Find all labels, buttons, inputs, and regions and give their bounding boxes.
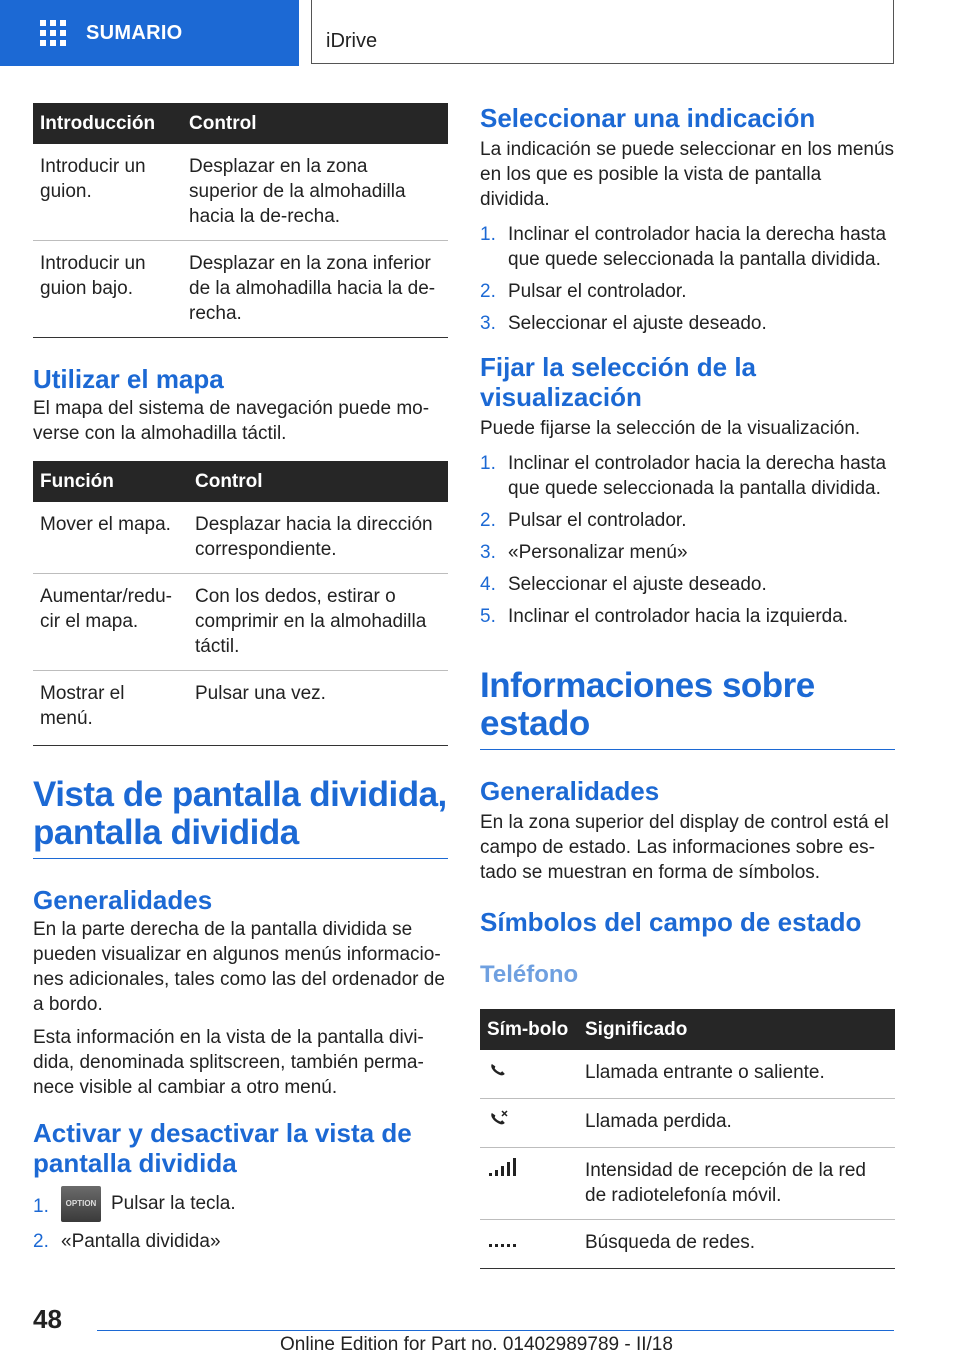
section-heading: Utilizar el mapa — [33, 364, 224, 394]
list-item — [480, 279, 895, 304]
table-header-cell: Sím-bolo — [480, 1009, 578, 1050]
symbol-cell — [480, 1148, 578, 1220]
table-cell: Pulsar una vez. — [188, 671, 448, 746]
paragraph: En la zona superior del display de control está el campo de estado. Las informaciones sobre es-tado se muestran en forma de símbolos. — [480, 812, 889, 883]
step-text: Inclinar el controlador hacia la derecha hasta que quede seleccionada la pantalla dividida. — [508, 224, 887, 270]
symbol-cell — [480, 1220, 578, 1269]
table-cell: Llamada perdida. — [578, 1099, 895, 1148]
table-cell: Introducir un guion. — [33, 144, 182, 241]
step-number: 2. — [33, 1231, 49, 1252]
step-number: 1. — [480, 453, 496, 474]
step-number: 1. — [33, 1196, 49, 1217]
table-row — [33, 574, 448, 671]
table-cell: Desplazar en la zona inferior de la almohadilla hacia la de-recha. — [182, 241, 448, 338]
table-row — [480, 1220, 895, 1269]
table-header-cell: Función — [33, 461, 188, 502]
section-heading: Símbolos del campo de estado — [480, 907, 862, 937]
select-steps-list — [480, 222, 895, 336]
section-heading: Generalidades — [33, 885, 213, 915]
step-number: 2. — [480, 281, 496, 302]
step-text: Seleccionar el ajuste deseado. — [508, 313, 767, 334]
left-column — [33, 103, 448, 1261]
table-header-row — [480, 1009, 895, 1050]
table-cell: Intensidad de recepción de la red de radiotelefonía móvil. — [578, 1148, 895, 1220]
input-controls-table — [33, 103, 448, 338]
table-row — [33, 671, 448, 746]
map-controls-table — [33, 461, 448, 746]
step-text: «Pantalla dividida» — [61, 1231, 221, 1252]
phone-call-icon — [487, 1060, 509, 1080]
section-heading: Activar y desactivar la vista de pantalla dividida — [33, 1118, 412, 1178]
chapter-title-block — [480, 667, 895, 750]
right-column — [480, 103, 895, 1269]
step-text: Inclinar el controlador hacia la derecha hasta que quede seleccionada la pantalla dividida. — [508, 453, 887, 499]
table-row — [480, 1099, 895, 1148]
edition-text: Online Edition for Part no. 01402989789 - II/18 — [280, 1334, 673, 1355]
table-row — [33, 241, 448, 338]
table-cell: Aumentar/redu-cir el mapa. — [33, 574, 188, 671]
table-cell: Mover el mapa. — [33, 502, 188, 574]
table-cell: Llamada entrante o saliente. — [578, 1050, 895, 1099]
phone-symbols-table — [480, 1009, 895, 1269]
fix-steps-list — [480, 451, 895, 629]
list-item — [480, 540, 895, 565]
table-cell: Con los dedos, estirar o comprimir en la almohadilla táctil. — [188, 574, 448, 671]
table-cell: Introducir un guion bajo. — [33, 241, 182, 338]
paragraph: Esta información en la vista de la pantalla divi-dida, denominada splitscreen, también perma-nece visible al cambiar a otro menú. — [33, 1027, 424, 1098]
step-text: «Personalizar menú» — [508, 542, 688, 563]
table-header-cell: Control — [182, 103, 448, 144]
symbol-cell — [480, 1050, 578, 1099]
list-item — [480, 222, 895, 272]
table-cell: Desplazar en la zona superior de la almohadilla hacia la de-recha. — [182, 144, 448, 241]
step-number: 3. — [480, 542, 496, 563]
table-header-cell: Introducción — [33, 103, 182, 144]
step-number: 3. — [480, 313, 496, 334]
sumario-label: SUMARIO — [86, 21, 183, 44]
section-heading: Seleccionar una indicación — [480, 103, 816, 133]
option-key-icon: OPTION — [61, 1186, 101, 1222]
step-text: Pulsar el controlador. — [508, 281, 687, 302]
table-cell: Mostrar el menú. — [33, 671, 188, 746]
table-cell: Desplazar hacia la dirección correspondiente. — [188, 502, 448, 574]
paragraph: Puede fijarse la selección de la visualización. — [480, 418, 861, 439]
top-bar — [0, 0, 960, 66]
footer-divider — [97, 1330, 894, 1331]
page-number: 48 — [33, 1304, 62, 1334]
table-header-cell: Significado — [578, 1009, 895, 1050]
table-header-row — [33, 103, 448, 144]
paragraph: La indicación se puede seleccionar en los menús en los que es posible la vista de pantalla dividida. — [480, 139, 895, 210]
section-heading: Fijar la selección de la visualización — [480, 352, 757, 412]
step-text: Pulsar la tecla. — [111, 1193, 236, 1215]
chapter-tab[interactable] — [311, 0, 894, 64]
step-text: Seleccionar el ajuste deseado. — [508, 574, 767, 595]
list-item — [480, 572, 895, 597]
page-footer — [0, 1300, 960, 1362]
subsection-heading: Teléfono — [480, 961, 579, 988]
paragraph: El mapa del sistema de navegación puede mo-verse con la almohadilla táctil. — [33, 398, 430, 444]
missed-call-icon — [487, 1109, 509, 1129]
step-text: Pulsar el controlador. — [508, 510, 687, 531]
step-number: 2. — [480, 510, 496, 531]
step-text: Inclinar el controlador hacia la izquierda. — [508, 606, 849, 627]
table-row — [480, 1148, 895, 1220]
table-row — [480, 1050, 895, 1099]
step-number: 5. — [480, 606, 496, 627]
toggle-steps-list — [33, 1186, 448, 1254]
section-heading: Generalidades — [480, 776, 660, 806]
chapter-title-block — [33, 776, 448, 859]
list-item — [480, 451, 895, 501]
chapter-heading: Informaciones sobre estado — [480, 666, 815, 743]
table-row — [33, 144, 448, 241]
chapter-label: iDrive — [326, 30, 378, 52]
step-number: 4. — [480, 574, 496, 595]
paragraph: En la parte derecha de la pantalla dividida se pueden visualizar en algunos menús informacio-nes adicionales, tales como las del ordenador de a bordo. — [33, 919, 445, 1015]
sumario-button[interactable] — [0, 0, 299, 66]
list-item — [33, 1229, 448, 1254]
table-row — [33, 502, 448, 574]
list-item — [33, 1186, 448, 1222]
signal-strength-icon — [487, 1158, 517, 1178]
step-number: 1. — [480, 224, 496, 245]
network-search-icon — [487, 1230, 517, 1250]
grid-menu-icon — [40, 20, 66, 46]
list-item — [480, 604, 895, 629]
table-header-cell: Control — [188, 461, 448, 502]
symbol-cell — [480, 1099, 578, 1148]
chapter-heading: Vista de pantalla dividida, pantalla dividida — [33, 775, 447, 852]
list-item — [480, 508, 895, 533]
table-header-row — [33, 461, 448, 502]
table-cell: Búsqueda de redes. — [578, 1220, 895, 1269]
list-item — [480, 311, 895, 336]
